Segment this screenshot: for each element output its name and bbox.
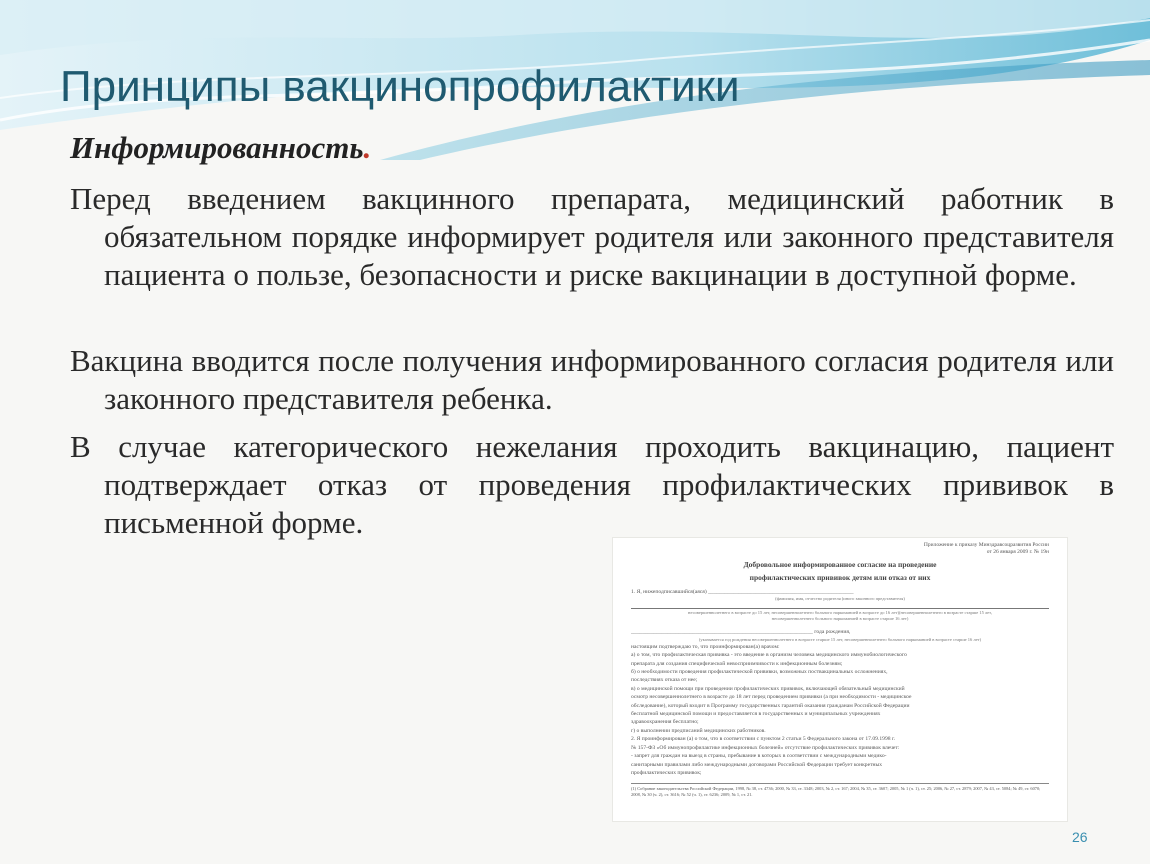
form-sublabel: несовершеннолетнего в возрасте до 15 лет, несовершеннолетнего больного наркоманией в возрасте до 16 лет)(несовершеннолетнего в возрасте старше 15 лет,: [688, 610, 992, 616]
form-line: осмотр несовершеннолетнего в возрасте до 18 лет перед проведением прививки (а при необходимости - медицинское: [631, 694, 912, 701]
form-title-line2: профилактических прививок детям или отказ от них: [749, 573, 931, 582]
paragraph-informing: Перед введением вакцинного препарата, медицинский работник в обязательном порядке информирует родителя или законного представителя пациента о пользе, безопасности и риске вакцинации в доступной форме.: [70, 181, 1114, 292]
section-heading-text: Информированность: [70, 130, 364, 165]
form-line: последствиях отказа от нее;: [631, 677, 698, 684]
form-line: 1. Я, нижеподписавшийся(аяся) ____________________________________________________: [631, 589, 854, 595]
form-line: _________________________________________________________________ года рождения,: [631, 629, 851, 636]
form-line: № 157-ФЗ «Об иммунопрофилактике инфекционных болезней» отсутствие профилактических прививок влечет:: [631, 744, 900, 751]
section-heading: [70, 130, 371, 166]
form-order-date: от 26 января 2009 г. № 19н: [986, 549, 1049, 555]
form-order-note: Приложение к приказу Минздравсоцразвития России: [923, 542, 1049, 548]
form-line: б) о необходимости проведения профилактической прививки, возможных поствакцинальных осложнениях,: [631, 669, 888, 676]
form-line: бесплатной медицинской помощи и предоставляется в государственных и муниципальных учреждениях: [631, 711, 881, 718]
form-line: а) о том, что профилактическая прививка - это введение в организм человека медицинского иммунобиологического: [631, 652, 907, 659]
form-sublabel: (фамилия, имя, отчество родителя (иного законного представителя): [775, 596, 905, 602]
form-line: препарата для создания специфической невосприимчивости к инфекционным болезням;: [631, 660, 843, 667]
paragraph-consent: Вакцина вводится после получения информированного согласия родителя или законного представителя ребенка.: [70, 343, 1114, 416]
form-sublabel: (указывается год рождения несовершеннолетнего в возрасте старше 15 лет, несовершеннолетнего больного наркоманией в возрасте старше 16 лет): [698, 636, 982, 642]
form-line: настоящим подтверждаю то, что проинформирован(а) врачом:: [631, 643, 780, 650]
form-line: здравоохранения бесплатно;: [631, 719, 699, 726]
form-title-line1: Добровольное информированное согласие на проведение: [743, 560, 937, 569]
form-line: г) о выполнении предписаний медицинских работников.: [631, 727, 766, 734]
heading-dot: .: [363, 130, 372, 165]
form-line: профилактических прививок;: [631, 769, 702, 776]
consent-form-image: [612, 537, 1068, 822]
form-rule: [631, 602, 1049, 609]
form-sublabel: несовершеннолетнего больного наркоманией в возрасте старше 16 лет): [771, 616, 909, 622]
form-line: в) о медицинской помощи при проведении профилактических прививок, включающей обязательный медицинский: [631, 685, 905, 692]
form-line: - запрет для граждан на выезд в страны, пребывание в которых в соответствии с международными медико-: [631, 753, 887, 760]
slide-title: Принципы вакцинопрофилактики: [60, 62, 740, 111]
form-footnote: (1) Собрание законодательства Российской Федерации, 1998, № 38, ст. 4736; 2000, № 33, ст. 3348; 2003, № 2, ст. 167; 2004, № 35, ст. 3607; 2005, № 1 (ч. 1), ст. 25; 2006, № 27, ст. 2879; 2007, № 43, ст. 5084; № 49, ст. 6070; 2008, № 30 (ч. 2), ст. 3616; № 52 (ч. 1), ст. 6236; 2009, № 1, ст. 21.: [631, 783, 1049, 798]
form-line: санитарными правилами либо международными договорами Российской Федерации требует конкретных: [631, 761, 883, 768]
form-line: 2. Я проинформирован (а) о том, что в соответствии с пунктом 2 статьи 5 Федерального закона от 17.09.1998 г.: [631, 736, 896, 743]
page-number: 26: [1072, 829, 1088, 845]
paragraph-refusal: В случае категорического нежелания проходить вакцинацию, пациент подтверждает отказ от проведения профилактических прививок в письменной форме.: [70, 429, 1114, 540]
form-line: обследование), который входит в Программу государственных гарантий оказания гражданам Российской Федерации: [631, 702, 910, 709]
